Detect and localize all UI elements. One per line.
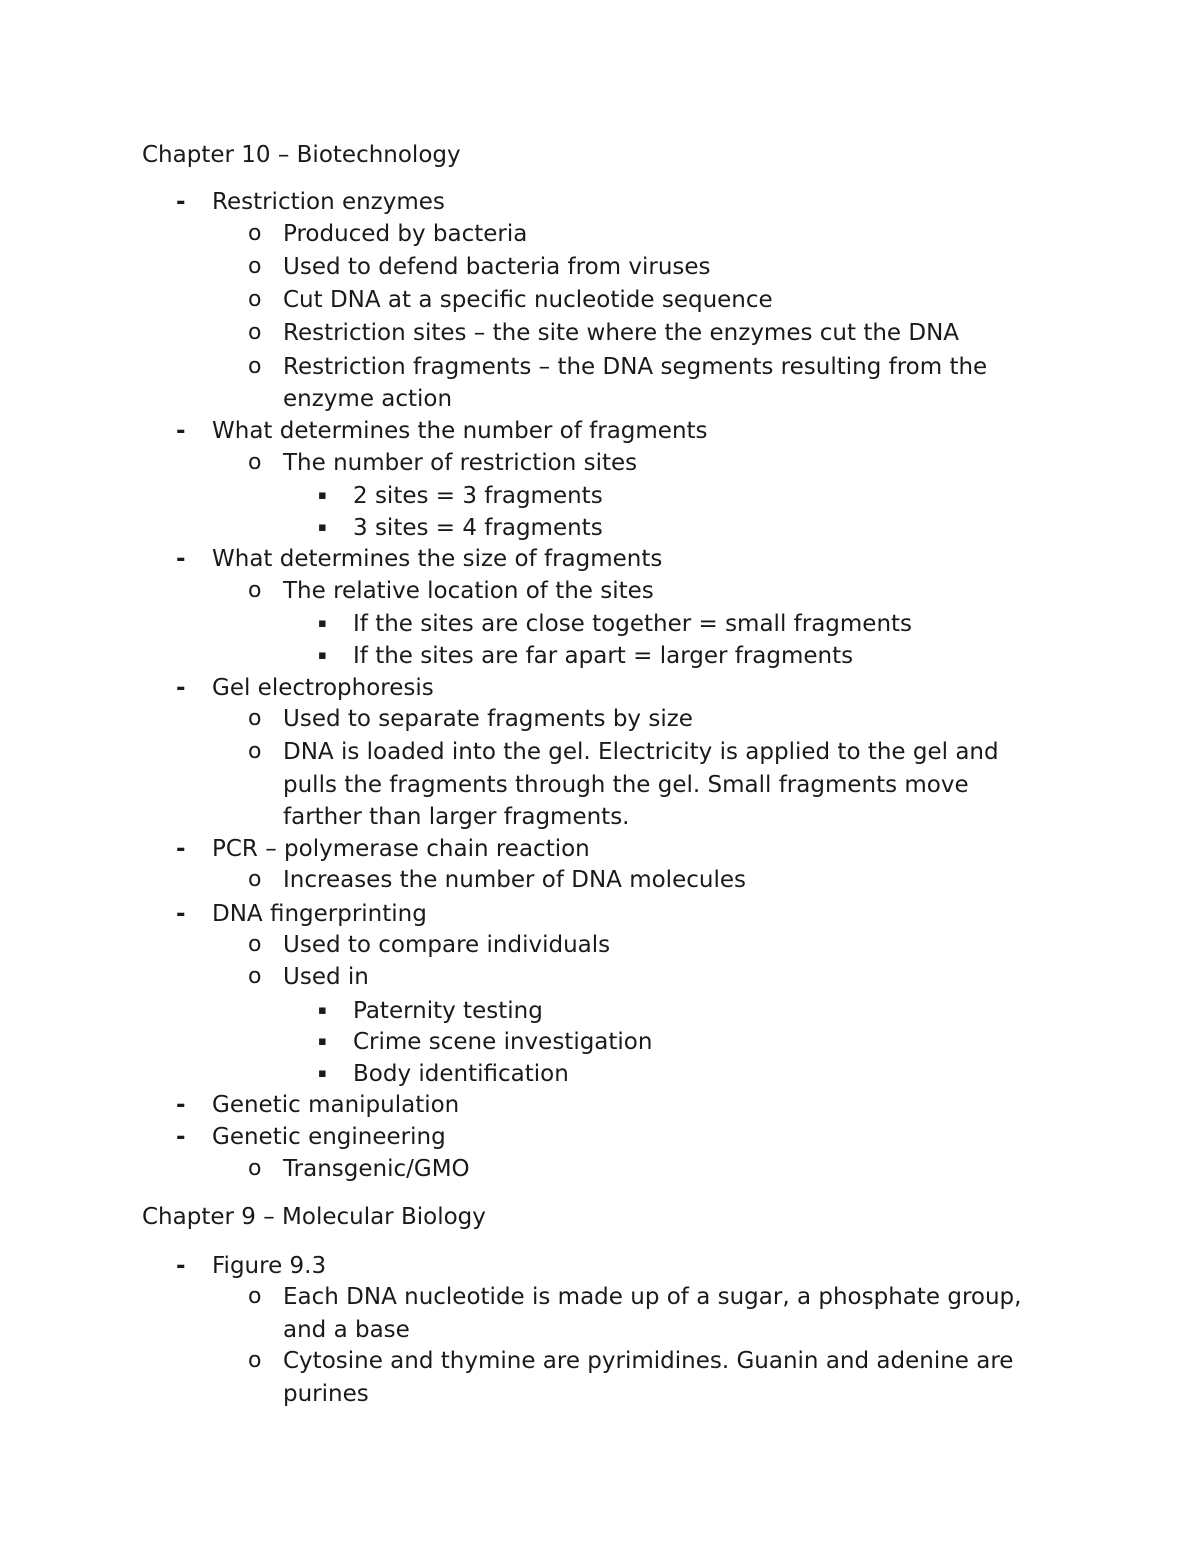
circle-bullet: o <box>248 450 262 475</box>
number-of-fragments-label: What determines the number of fragments <box>212 418 708 444</box>
list-item: Used in <box>283 964 369 990</box>
list-item: Used to defend bacteria from viruses <box>283 254 711 280</box>
square-bullet: ▪ <box>318 520 327 535</box>
list-item-continuation: farther than larger fragments. <box>283 804 630 830</box>
list-subitem: If the sites are close together = small fragments <box>353 611 913 637</box>
list-item: Used to compare individuals <box>283 932 611 958</box>
list-item: Each DNA nucleotide is made up of a sugar, a phosphate group, <box>283 1284 1022 1310</box>
square-bullet: ▪ <box>318 1066 327 1081</box>
list-item-continuation: and a base <box>283 1317 410 1343</box>
circle-bullet: o <box>248 320 262 345</box>
list-item: The number of restriction sites <box>283 450 638 476</box>
dash-bullet: - <box>176 1253 186 1279</box>
list-item: Transgenic/GMO <box>283 1156 470 1182</box>
circle-bullet: o <box>248 578 262 603</box>
list-item: DNA is loaded into the gel. Electricity is applied to the gel and <box>283 739 999 765</box>
square-bullet: ▪ <box>318 1003 327 1018</box>
gel-electrophoresis-label: Gel electrophoresis <box>212 675 434 701</box>
list-item-continuation: pulls the fragments through the gel. Small fragments move <box>283 772 969 798</box>
list-subitem: 3 sites = 4 fragments <box>353 515 603 541</box>
chapter-10-title: Chapter 10 – Biotechnology <box>142 142 461 168</box>
list-item: The relative location of the sites <box>283 578 654 604</box>
list-item: Used to separate fragments by size <box>283 706 693 732</box>
list-item: Increases the number of DNA molecules <box>283 867 746 893</box>
dna-fingerprinting-label: DNA fingerprinting <box>212 901 427 927</box>
circle-bullet: o <box>248 739 262 764</box>
list-item-continuation: enzyme action <box>283 386 453 412</box>
dash-bullet: - <box>176 1124 186 1150</box>
square-bullet: ▪ <box>318 488 327 503</box>
dash-bullet: - <box>176 901 186 927</box>
circle-bullet: o <box>248 867 262 892</box>
genetic-manipulation-label: Genetic manipulation <box>212 1092 460 1118</box>
dash-bullet: - <box>176 836 186 862</box>
list-subitem: Paternity testing <box>353 998 543 1024</box>
circle-bullet: o <box>248 1156 262 1181</box>
pcr-label: PCR – polymerase chain reaction <box>212 836 590 862</box>
list-subitem: If the sites are far apart = larger fragments <box>353 643 854 669</box>
list-subitem: Crime scene investigation <box>353 1029 653 1055</box>
circle-bullet: o <box>248 354 262 379</box>
square-bullet: ▪ <box>318 648 327 663</box>
restriction-enzymes-label: Restriction enzymes <box>212 189 445 215</box>
circle-bullet: o <box>248 1348 262 1373</box>
list-item: Cut DNA at a specific nucleotide sequence <box>283 287 773 313</box>
size-of-fragments-label: What determines the size of fragments <box>212 546 663 572</box>
square-bullet: ▪ <box>318 616 327 631</box>
circle-bullet: o <box>248 964 262 989</box>
list-subitem: 2 sites = 3 fragments <box>353 483 603 509</box>
genetic-engineering-label: Genetic engineering <box>212 1124 446 1150</box>
dash-bullet: - <box>176 418 186 444</box>
dash-bullet: - <box>176 675 186 701</box>
circle-bullet: o <box>248 1284 262 1309</box>
dash-bullet: - <box>176 189 186 215</box>
list-item: Cytosine and thymine are pyrimidines. Guanin and adenine are <box>283 1348 1014 1374</box>
list-item: Restriction fragments – the DNA segments resulting from the <box>283 354 988 380</box>
list-item: Restriction sites – the site where the enzymes cut the DNA <box>283 320 960 346</box>
circle-bullet: o <box>248 221 262 246</box>
circle-bullet: o <box>248 932 262 957</box>
circle-bullet: o <box>248 254 262 279</box>
list-item: Produced by bacteria <box>283 221 528 247</box>
list-item-continuation: purines <box>283 1381 369 1407</box>
figure-label: Figure 9.3 <box>212 1253 327 1279</box>
list-subitem: Body identification <box>353 1061 569 1087</box>
dash-bullet: - <box>176 1092 186 1118</box>
dash-bullet: - <box>176 546 186 572</box>
circle-bullet: o <box>248 287 262 312</box>
chapter-9-title: Chapter 9 – Molecular Biology <box>142 1204 486 1230</box>
square-bullet: ▪ <box>318 1034 327 1049</box>
circle-bullet: o <box>248 706 262 731</box>
